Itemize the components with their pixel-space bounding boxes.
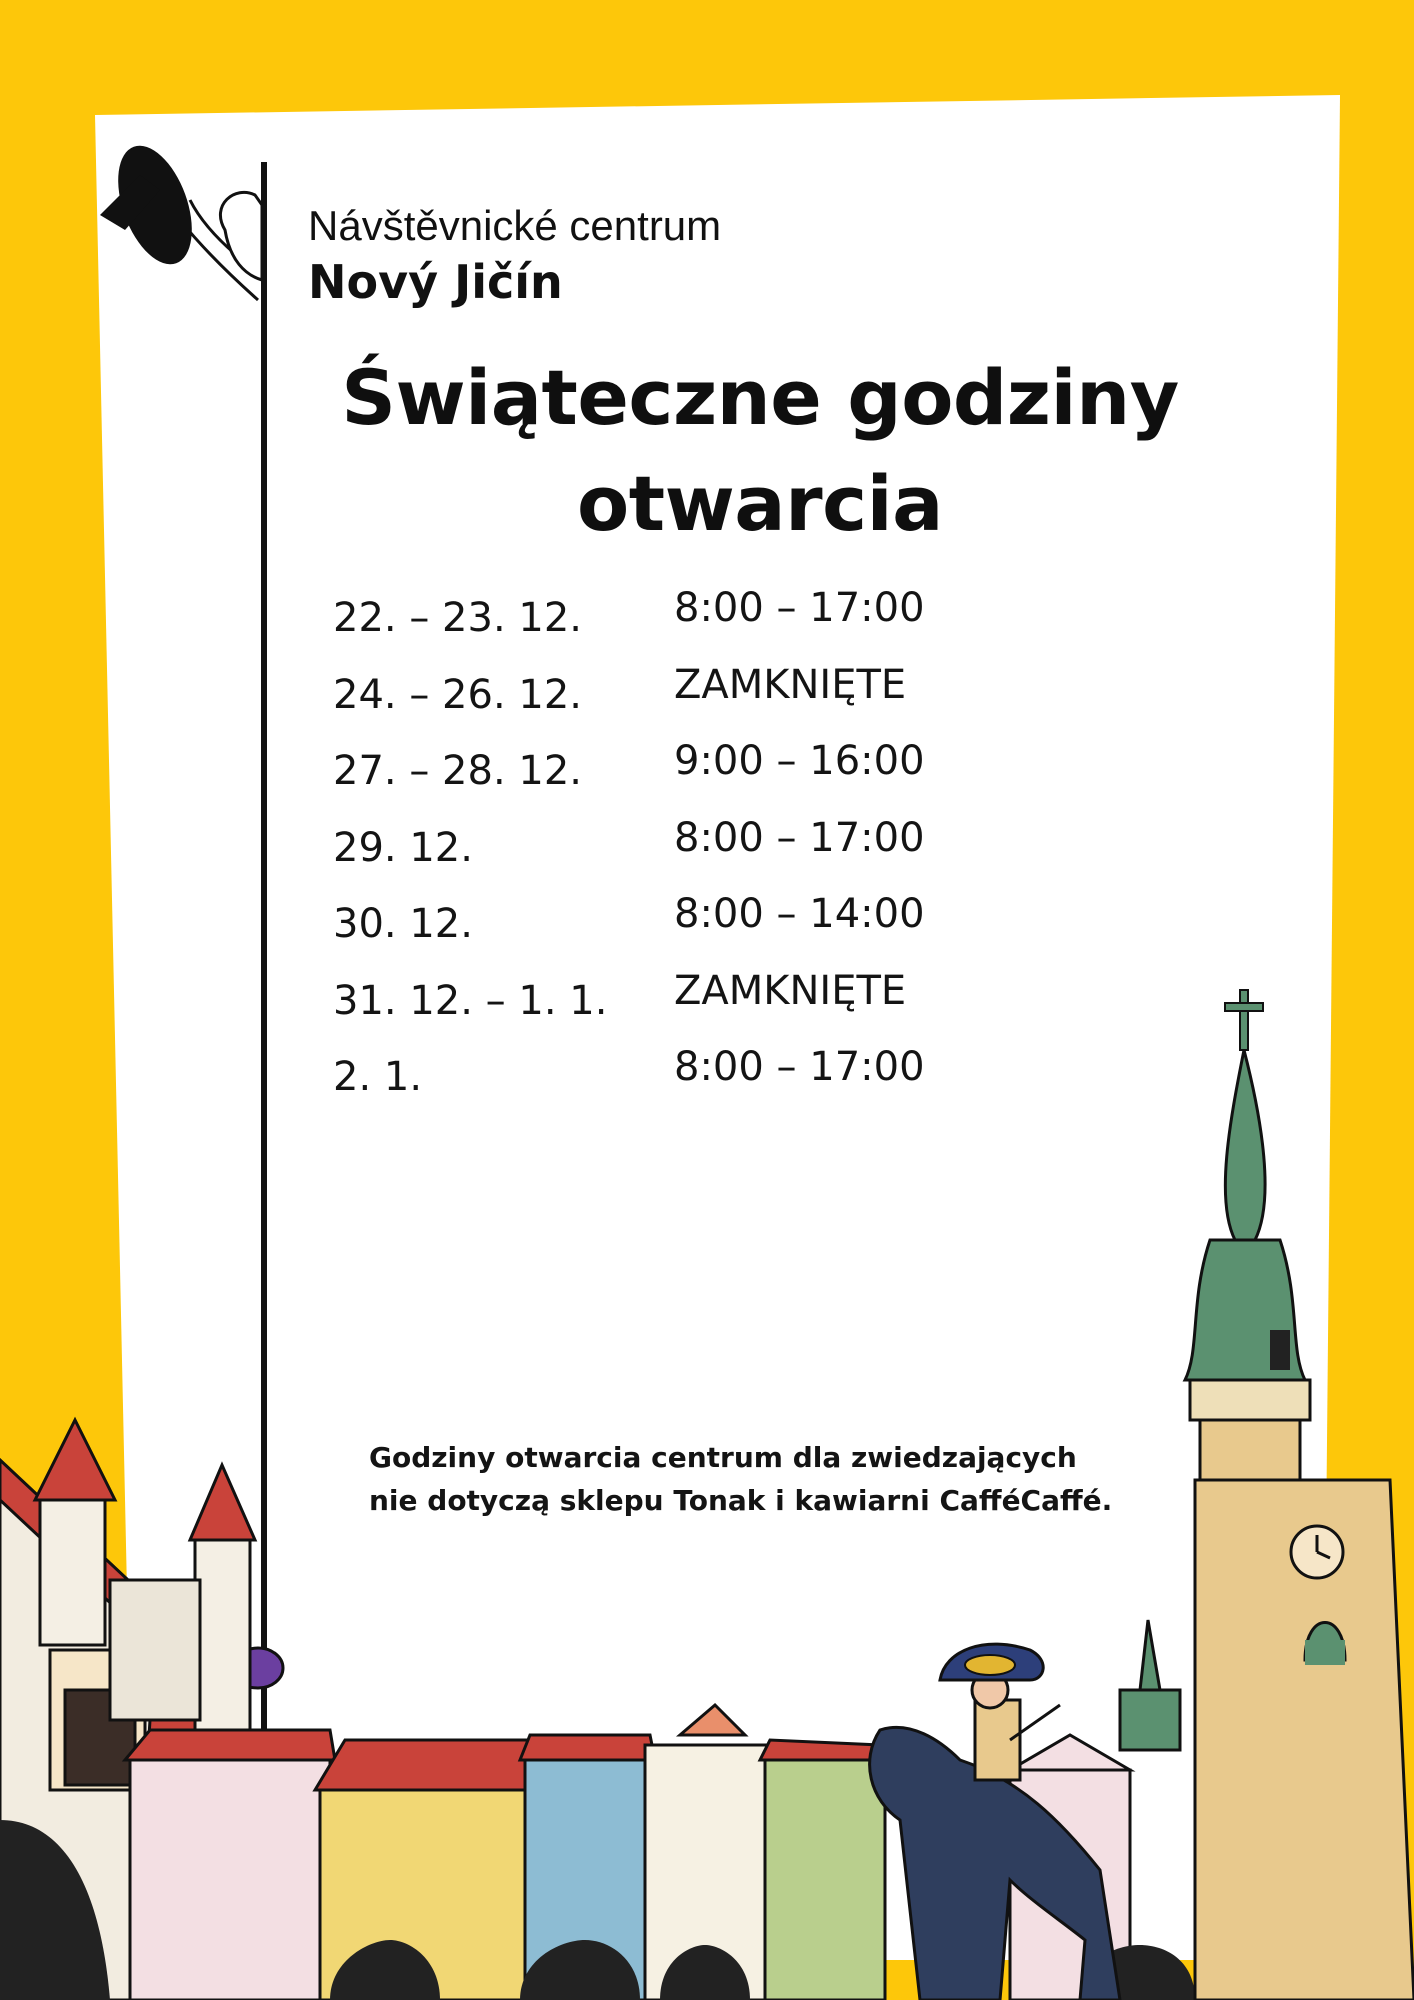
schedule-hours: 8:00 – 14:00 [674,891,925,937]
schedule-row [330,968,1030,1045]
vertical-rule [261,162,267,1760]
organisation-name-line1: Návštěvnické centrum [308,202,722,249]
schedule-row [330,738,1030,815]
schedule-hours: ZAMKNIĘTE [674,967,907,1014]
schedule-date: 24. – 26. 12. [333,671,582,718]
schedule-row [330,585,1030,662]
schedule-row [330,891,1030,968]
schedule-hours: 8:00 – 17:00 [674,585,925,631]
opening-hours-schedule [330,585,1030,1121]
schedule-row [330,815,1030,892]
schedule-date: 2. 1. [333,1054,423,1100]
schedule-date: 29. 12. [333,824,473,871]
visitor-centre-note [369,1436,1169,1522]
schedule-hours: ZAMKNIĘTE [674,661,907,708]
note-line1: Godziny otwarcia centrum dla zwiedzających [369,1441,1077,1474]
schedule-date: 31. 12. – 1. 1. [333,977,608,1024]
schedule-hours: 8:00 – 17:00 [674,814,925,861]
note-line2: nie dotyczą sklepu Tonak i kawiarni CafféCaffé. [369,1484,1113,1517]
schedule-date: 30. 12. [333,901,473,947]
schedule-row [330,662,1030,739]
schedule-row [330,1044,1030,1121]
schedule-hours: 9:00 – 16:00 [674,738,925,784]
schedule-date: 22. – 23. 12. [333,595,582,641]
organisation-name-line2: Nový Jičín [308,255,563,309]
schedule-hours: 8:00 – 17:00 [674,1044,925,1090]
organisation-header [308,200,721,312]
schedule-date: 27. – 28. 12. [333,748,582,794]
page-title: Świąteczne godziny otwarcia [341,353,1179,548]
